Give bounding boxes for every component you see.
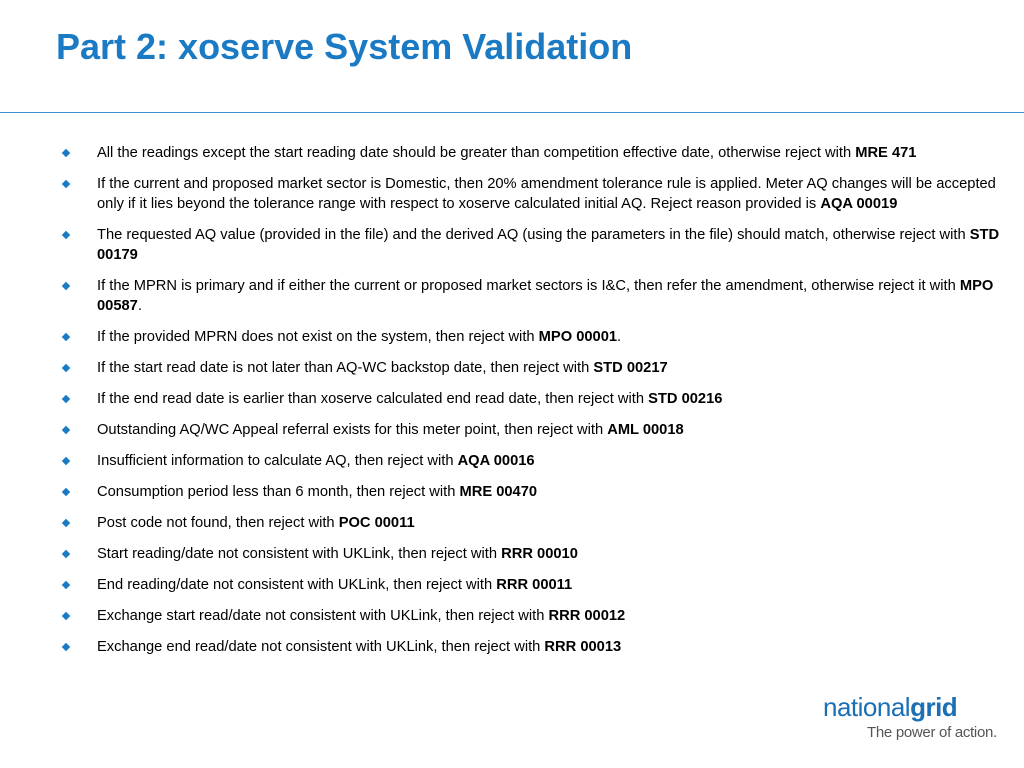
rule-text: If the end read date is earlier than xoserve calculated end read date, then reject with [97, 391, 649, 407]
reject-code: STD 00217 [593, 360, 668, 376]
rule-suffix: . [137, 298, 142, 314]
list-item [60, 544, 1016, 564]
rule-text: End reading/date not consistent with UKLink, then reject with [97, 577, 497, 593]
list-item [60, 143, 1016, 163]
diamond-bullet-icon [62, 395, 70, 403]
reject-code: AQA 00019 [820, 196, 898, 212]
rule-text: If the provided MPRN does not exist on the system, then reject with [97, 329, 539, 345]
list-item [60, 174, 1016, 214]
list-item [60, 482, 1016, 502]
diamond-bullet-icon [62, 612, 70, 620]
rule-text: Consumption period less than 6 month, then reject with [97, 484, 460, 500]
list-item [60, 225, 1016, 265]
diamond-bullet-icon [62, 426, 70, 434]
logo-word-national: national [823, 692, 911, 722]
validation-rules-list [60, 143, 1016, 668]
rule-text: All the readings except the start reading date should be greater than competition effective date, otherwise reject with [97, 145, 856, 161]
list-item [60, 606, 1016, 626]
reject-code: AQA 00016 [457, 453, 535, 469]
rule-text: Insufficient information to calculate AQ, then reject with [97, 453, 458, 469]
title-divider [0, 112, 1024, 113]
diamond-bullet-icon [62, 488, 70, 496]
reject-code: STD 00216 [648, 391, 723, 407]
reject-code: MRE 471 [855, 145, 917, 161]
rule-text: Exchange start read/date not consistent with UKLink, then reject with [97, 608, 549, 624]
list-item [60, 420, 1016, 440]
reject-code: STD 00179 [97, 227, 1000, 263]
list-item [60, 276, 1016, 316]
reject-code: RRR 00013 [544, 639, 622, 655]
diamond-bullet-icon [62, 180, 70, 188]
list-item [60, 327, 1016, 347]
list-item [60, 451, 1016, 471]
diamond-bullet-icon [62, 149, 70, 157]
reject-code: POC 00011 [338, 515, 415, 531]
reject-code: RRR 00012 [548, 608, 626, 624]
diamond-bullet-icon [62, 581, 70, 589]
list-item [60, 575, 1016, 595]
rule-text: If the current and proposed market sector is Domestic, then 20% amendment tolerance rule is applied. Meter AQ changes will be accepted only if it lies beyond the tolerance range with respect to xoserve calculated initial AQ. Reject reason provided is [97, 176, 996, 212]
reject-code: AML 00018 [607, 422, 684, 438]
reject-code: MPO 00001 [538, 329, 618, 345]
diamond-bullet-icon [62, 643, 70, 651]
logo-wordmark [823, 692, 1003, 722]
list-item [60, 637, 1016, 657]
reject-code: RRR 00011 [496, 577, 573, 593]
reject-code: MRE 00470 [459, 484, 538, 500]
diamond-bullet-icon [62, 364, 70, 372]
rule-text: If the start read date is not later than AQ-WC backstop date, then reject with [97, 360, 594, 376]
rule-text: Start reading/date not consistent with UKLink, then reject with [97, 546, 502, 562]
rule-text: The requested AQ value (provided in the file) and the derived AQ (using the parameters in the file) should match, otherwise reject with [97, 227, 970, 243]
list-item [60, 358, 1016, 378]
diamond-bullet-icon [62, 550, 70, 558]
slide-title: Part 2: xoserve System Validation [56, 26, 633, 67]
logo-tagline: The power of action. [867, 724, 997, 741]
list-item [60, 389, 1016, 409]
reject-code: MPO 00587 [97, 278, 994, 314]
rule-text: Outstanding AQ/WC Appeal referral exists for this meter point, then reject with [97, 422, 608, 438]
rule-text: Post code not found, then reject with [97, 515, 339, 531]
diamond-bullet-icon [62, 282, 70, 290]
logo-word-grid: grid [910, 692, 958, 722]
diamond-bullet-icon [62, 457, 70, 465]
diamond-bullet-icon [62, 231, 70, 239]
national-grid-logo [823, 692, 1003, 741]
rule-text: If the MPRN is primary and if either the current or proposed market sectors is I&C, then refer the amendment, otherwise reject it with [97, 278, 960, 294]
diamond-bullet-icon [62, 333, 70, 341]
reject-code: RRR 00010 [501, 546, 578, 562]
rule-suffix: . [617, 329, 622, 345]
diamond-bullet-icon [62, 519, 70, 527]
list-item [60, 513, 1016, 533]
rule-text: Exchange end read/date not consistent with UKLink, then reject with [97, 639, 545, 655]
